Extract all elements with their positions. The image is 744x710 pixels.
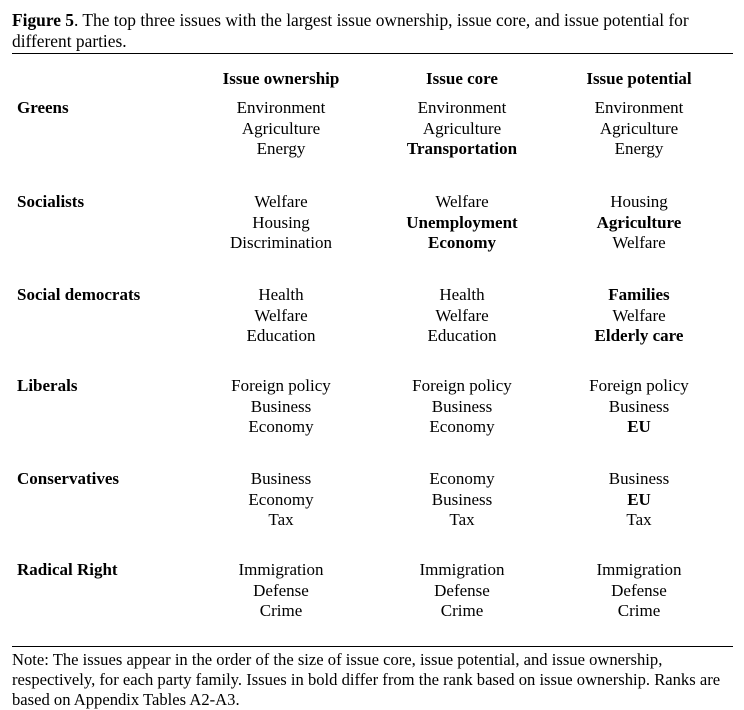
issue-item: Welfare [612,233,666,252]
table-row [0,376,744,456]
issue-item: Business [608,469,670,488]
issue-item: Tax [626,510,652,529]
cell-ownership [181,560,381,622]
issue-item: Housing [610,192,668,211]
cell-core [362,560,562,622]
figure-label: Figure 5 [12,10,74,30]
cell-potential [539,98,739,160]
cell-core [362,376,562,438]
party-name: Social democrats [17,285,141,304]
table-row [0,98,744,178]
issue-item: Business [250,396,312,416]
issue-item: EU [627,417,651,436]
column-header-issue-core: Issue core [426,69,498,88]
issue-item: Agriculture [596,212,682,232]
issue-item: Agriculture [422,118,502,138]
issue-item: Families [608,285,670,304]
issue-item: Crime [259,601,303,620]
table-row [0,560,744,640]
cell-potential [539,376,739,438]
issue-item: Defense [253,580,309,600]
issue-item: Health [258,285,304,304]
issue-item: Business [431,396,493,416]
issue-item: EU [627,489,651,509]
issue-item: Crime [440,601,484,620]
cell-potential [539,560,739,622]
issue-item: Foreign policy [412,376,512,395]
cell-potential [539,192,739,254]
column-header-issue-ownership: Issue ownership [222,69,340,88]
cell-core [362,469,562,531]
issue-item: Housing [252,212,310,232]
party-name: Radical Right [17,560,118,579]
table-row [0,192,744,272]
issue-item: Immigration [419,560,505,579]
party-name: Conservatives [17,469,119,488]
issue-item: Economy [248,489,314,509]
issue-item: Education [246,326,316,345]
party-name: Liberals [17,376,78,395]
issue-item: Agriculture [599,118,679,138]
issue-item: Foreign policy [589,376,689,395]
table-row [0,469,744,549]
issue-item: Elderly care [594,326,684,345]
cell-ownership [181,192,381,254]
issue-item: Defense [611,580,667,600]
issue-item: Tax [449,510,475,529]
issue-item: Welfare [435,192,489,211]
issue-item: Economy [429,417,495,436]
issue-item: Transportation [406,139,518,158]
issue-item: Welfare [435,305,489,325]
cell-potential [539,285,739,347]
issue-item: Crime [617,601,661,620]
issue-item: Business [431,489,493,509]
issue-item: Welfare [254,192,308,211]
issue-item: Business [250,469,312,488]
issue-item: Unemployment [406,212,518,232]
issue-item: Welfare [254,305,308,325]
issue-item: Immigration [238,560,324,579]
issue-item: Economy [429,469,495,488]
cell-potential [539,469,739,531]
issue-item: Health [439,285,485,304]
cell-ownership [181,376,381,438]
issue-item: Energy [614,139,664,158]
figure-caption [12,10,734,52]
issue-item: Defense [434,580,490,600]
cell-ownership [181,285,381,347]
party-name: Socialists [17,192,85,211]
cell-ownership [181,469,381,531]
issue-item: Energy [256,139,306,158]
issue-item: Agriculture [241,118,321,138]
table-row [0,285,744,365]
table-note: Note: The issues appear in the order of the size of issue core, issue potential, and issue ownership, respectively, for each party family. Issues in bold differ from the rank based on issue ownership. Ranks are based on Appendix Tables A2-A3. [12,650,721,709]
issue-item: Foreign policy [231,376,331,395]
issue-item: Business [608,396,670,416]
party-name: Greens [17,98,69,117]
issue-item: Environment [417,98,507,117]
column-header-issue-potential: Issue potential [586,69,692,88]
issue-item: Welfare [612,305,666,325]
issue-item: Economy [248,417,314,436]
table-bottom-rule [12,646,733,647]
issue-item: Economy [428,233,496,252]
cell-core [362,285,562,347]
cell-core [362,192,562,254]
figure-caption-text: . The top three issues with the largest issue ownership, issue core, and issue potential for different parties. [12,10,689,51]
table-top-rule [12,53,733,54]
issue-item: Discrimination [230,233,332,252]
issue-item: Immigration [596,560,682,579]
issue-item: Environment [236,98,326,117]
cell-core [362,98,562,160]
issue-item: Education [427,326,497,345]
cell-ownership [181,98,381,160]
issue-item: Environment [594,98,684,117]
issue-item: Tax [268,510,294,529]
